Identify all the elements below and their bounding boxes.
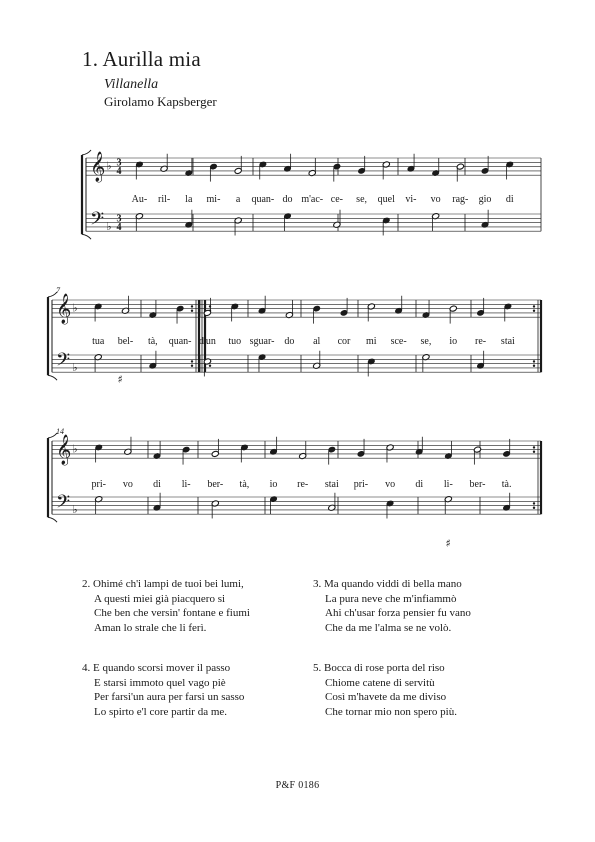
lyric-syllable: vo <box>385 479 396 490</box>
lyric-syllable: vo <box>430 194 441 205</box>
lyric-syllable: ce- <box>330 194 344 205</box>
flat-icon: ♭ <box>72 442 78 456</box>
repeat-dot <box>191 310 193 312</box>
verse-line: Lo spirto e'l core partir da me. <box>94 705 228 718</box>
lyric-syllable: stai <box>324 479 339 490</box>
measure-number: 7 <box>56 286 60 295</box>
verse-4 <box>82 661 244 719</box>
bass-clef-icon: 𝄢 <box>56 491 71 517</box>
time-signature-bottom: 4 <box>116 166 122 178</box>
lyric-syllable: re- <box>297 479 309 490</box>
lyric-syllable: sguar- <box>249 336 275 347</box>
lyric-syllable: sce- <box>390 336 407 347</box>
lyric-syllable: cor <box>337 336 351 347</box>
lyric-syllable: la <box>185 194 193 205</box>
treble-clef-icon: 𝄞 <box>90 151 106 182</box>
bracket-hook <box>48 375 57 380</box>
lyric-syllable: mi- <box>206 194 221 205</box>
lyric-syllable: pri- <box>91 479 106 490</box>
lyric-syllable: se, <box>356 194 368 205</box>
repeat-dot <box>533 305 535 307</box>
lyric-syllable: tà. <box>501 479 512 490</box>
verse-line: Aman lo strale che li ferì. <box>94 621 207 634</box>
treble-clef-icon: 𝄞 <box>56 434 72 465</box>
repeat-dot <box>191 365 193 367</box>
lyric-syllable: ril- <box>157 194 171 205</box>
lyric-syllable: vo <box>122 479 133 490</box>
verse-3 <box>313 577 471 635</box>
lyric-syllable: Au- <box>131 194 148 205</box>
verse-line: A questi miei già piacquero si <box>94 592 226 605</box>
verse-line: Che ben che versin' fontane e fiumi <box>94 607 250 620</box>
measure-number: 14 <box>56 427 64 436</box>
lyric-syllable: se, <box>420 336 432 347</box>
bracket-hook <box>82 234 91 239</box>
lyric-syllable: a <box>235 194 241 205</box>
repeat-dot <box>209 365 211 367</box>
bracket-hook <box>48 517 57 522</box>
publication-code: P&F 0186 <box>275 780 320 791</box>
repeat-dot <box>191 305 193 307</box>
verse-line: 5. Bocca di rose porta del riso <box>313 662 445 674</box>
bass-clef-icon: 𝄢 <box>90 208 105 234</box>
time-signature-bottom: 4 <box>116 222 122 234</box>
piece-title: 1. Aurilla mia <box>82 47 201 71</box>
lyric-syllable: ber- <box>207 479 224 490</box>
flat-icon: ♭ <box>72 301 78 315</box>
time-signature-top: 3 <box>116 213 122 225</box>
verse-line: 3. Ma quando viddi di bella mano <box>313 578 462 590</box>
flat-icon: ♭ <box>72 360 78 374</box>
repeat-dot <box>533 507 535 509</box>
verse-line: Così m'havete da me diviso <box>325 691 447 704</box>
lyric-syllable: bel- <box>117 336 134 347</box>
verse-line: Chiome catene di servitù <box>325 676 435 689</box>
bass-clef-icon: 𝄢 <box>56 349 71 375</box>
lyric-syllable: ber- <box>469 479 486 490</box>
sharp-icon: ♯ <box>117 373 123 386</box>
piece-subtitle: Villanella <box>104 77 159 92</box>
lyric-syllable: tua <box>92 336 105 347</box>
verse-5 <box>313 661 457 719</box>
repeat-dot <box>533 446 535 448</box>
lyric-syllable: m'ac- <box>301 194 324 205</box>
lyric-syllable: tà, <box>147 336 158 347</box>
lyric-syllable: re- <box>475 336 487 347</box>
flat-icon: ♭ <box>106 159 112 173</box>
lyric-syllable: quan- <box>251 194 275 205</box>
lyric-syllable: di <box>505 194 514 205</box>
repeat-dot <box>533 502 535 504</box>
verse-line: 2. Ohimé ch'i lampi de tuoi bei lumi, <box>82 578 244 590</box>
verse-line: Che da me l'alma se ne volò. <box>325 621 452 634</box>
verse-line: La pura neve che m'infiammò <box>325 592 457 605</box>
lyric-syllable: do <box>284 336 295 347</box>
lyric-syllable: quel <box>377 194 395 205</box>
verse-line: Per farsi'un aura per farsi un sasso <box>94 691 245 704</box>
repeat-dot <box>191 360 193 362</box>
lyric-syllable: pri- <box>353 479 369 490</box>
verse-line: E starsi immoto quel vago piè <box>94 676 226 689</box>
lyric-syllable: tà, <box>239 479 250 490</box>
lyric-syllable: vi- <box>405 194 417 205</box>
lyric-syllable: di <box>153 479 161 490</box>
lyric-syllable: mi <box>366 336 377 347</box>
lyric-syllable: d'un <box>199 336 216 347</box>
lyric-syllable: io <box>269 479 278 490</box>
flat-icon: ♭ <box>106 219 112 233</box>
lyric-syllable: li- <box>181 479 191 490</box>
lyric-syllable: io <box>449 336 458 347</box>
lyric-syllable: rag- <box>452 194 469 205</box>
verse-line: Ahi ch'usar forza pensier fu vano <box>325 607 471 620</box>
composer-name: Girolamo Kapsberger <box>104 94 217 109</box>
lyric-syllable: do <box>282 194 293 205</box>
time-signature-top: 3 <box>116 157 122 169</box>
lyric-syllable: stai <box>500 336 515 347</box>
lyric-syllable: al <box>313 336 321 347</box>
repeat-dot <box>533 365 535 367</box>
treble-clef-icon: 𝄞 <box>56 293 72 324</box>
sharp-icon: ♯ <box>445 537 451 550</box>
repeat-dot <box>533 360 535 362</box>
repeat-dot <box>533 310 535 312</box>
flat-icon: ♭ <box>72 502 78 516</box>
verse-line: 4. E quando scorsi mover il passo <box>82 662 231 674</box>
verse-2 <box>82 577 250 635</box>
lyric-syllable: li- <box>443 479 453 490</box>
repeat-dot <box>533 451 535 453</box>
lyric-syllable: quan- <box>168 336 192 347</box>
lyric-syllable: di <box>415 479 424 490</box>
lyric-syllable: gio <box>478 194 492 205</box>
verse-line: Che tornar mio non spero più. <box>325 705 457 718</box>
lyric-syllable: tuo <box>228 336 242 347</box>
